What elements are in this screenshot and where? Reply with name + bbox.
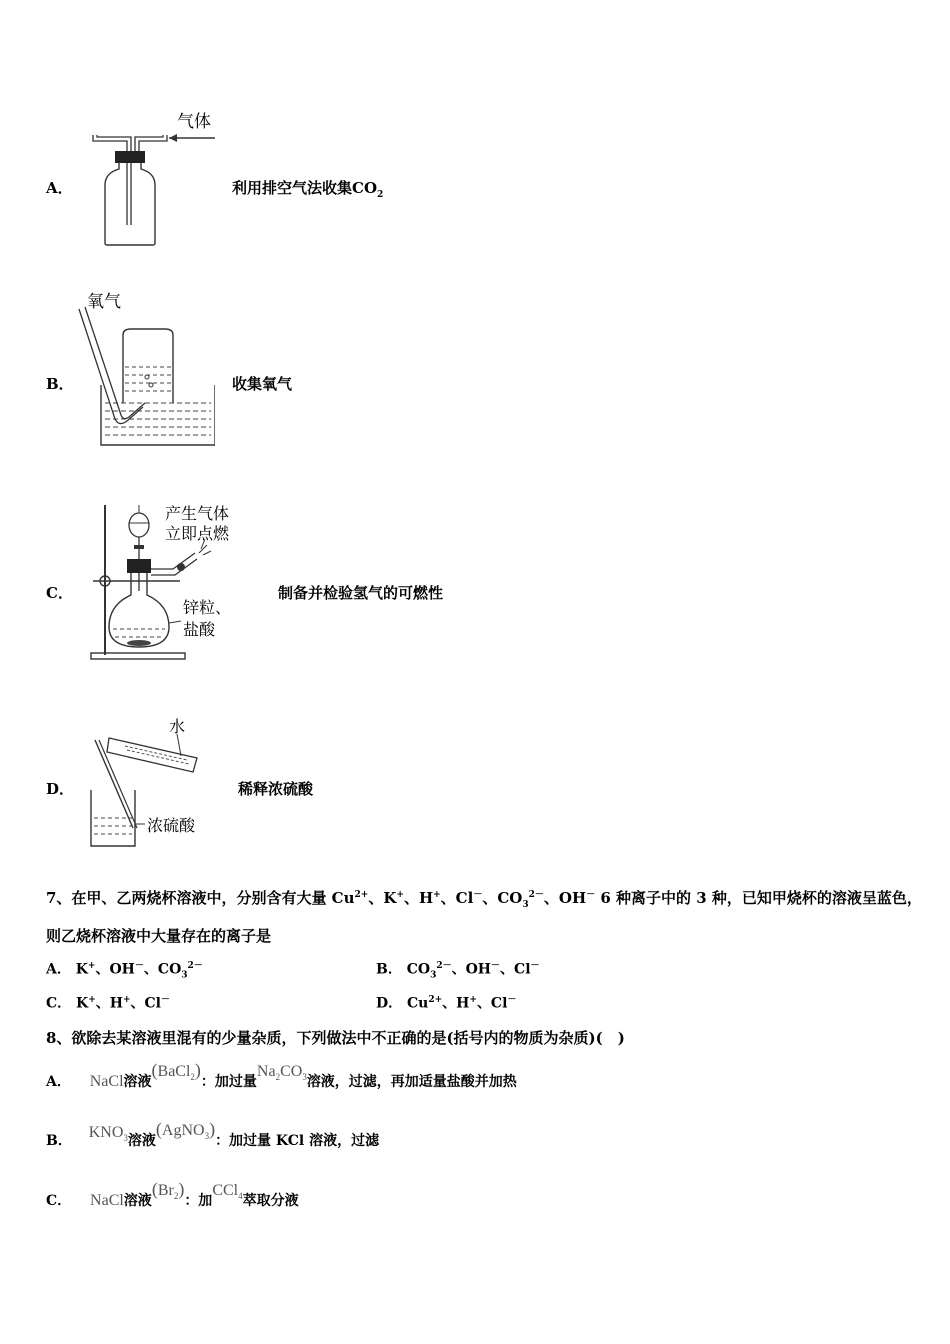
question-8-option-b[interactable]: B． $KNO_3$溶液(AgNO$_3$)：加过量 KCl 溶液，过滤	[46, 1119, 380, 1149]
option-b-label: B．	[46, 375, 74, 393]
option-a-desc: 利用排空气法收集$CO_2$	[232, 179, 384, 200]
figure-d-water-label: 水	[169, 717, 186, 736]
question-8-option-c[interactable]: C． NaCl溶液$(Br_2)$：加CCl$_4$萃取分液	[46, 1179, 299, 1209]
option-d-desc: 稀释浓硫酸	[238, 780, 314, 798]
figure-c-label-zinc: 锌粒、	[183, 598, 232, 617]
figure-c-label-acid: 盐酸	[183, 620, 216, 639]
option-b-desc: 收集氧气	[232, 375, 293, 393]
option-d-label: D．	[46, 780, 75, 798]
question-8-option-a[interactable]: A． NaCl溶液(BaCl$_2$)：加过量$Na_2CO_3$溶液，过滤，再加适量盐酸并加热	[46, 1060, 517, 1090]
gas-collecting-bottle-figure	[85, 105, 225, 250]
figure-b-oxygen-label: 氧气	[87, 292, 121, 312]
question-7-option-a[interactable]: A． K+、OH－、$CO_3^{2-}$	[46, 961, 203, 981]
dilute-acid-figure	[85, 710, 215, 850]
question-7-option-d[interactable]: D． $Cu^{2+}$、H+、Cl－	[376, 995, 517, 1012]
question-7-line2: 则乙烧杯溶液中大量存在的离子是	[46, 927, 272, 945]
figure-c-label-gas: 产生气体	[165, 504, 230, 523]
question-7-line1: 7、在甲、乙两烧杯溶液中，分别含有大量 $Cu^{2+}$、K+、H+、Cl－、$CO_3^{2-}$、OH－ 6 种离子中的 3 种，已知甲烧杯的溶液呈蓝色，	[46, 889, 922, 910]
option-c-label: C．	[46, 584, 73, 602]
question-7-option-c[interactable]: C． K+、H+、Cl－	[46, 995, 171, 1012]
option-a-label: A．	[46, 179, 73, 197]
hydrogen-generation-figure	[85, 495, 260, 665]
option-c-desc: 制备并检验氢气的可燃性	[278, 584, 444, 602]
figure-d-acid-label: 浓硫酸	[147, 816, 196, 835]
oxygen-collection-figure	[75, 285, 215, 450]
question-7-option-b[interactable]: B． $CO_3^{2-}$、OH－、Cl－	[376, 961, 540, 981]
figure-a-gas-label: 气体	[177, 112, 211, 132]
figure-c-label-ignite: 立即点燃	[165, 524, 230, 543]
question-8-stem: 8、欲除去某溶液里混有的少量杂质，下列做法中不正确的是(括号内的物质为杂质)( )	[46, 1029, 625, 1047]
